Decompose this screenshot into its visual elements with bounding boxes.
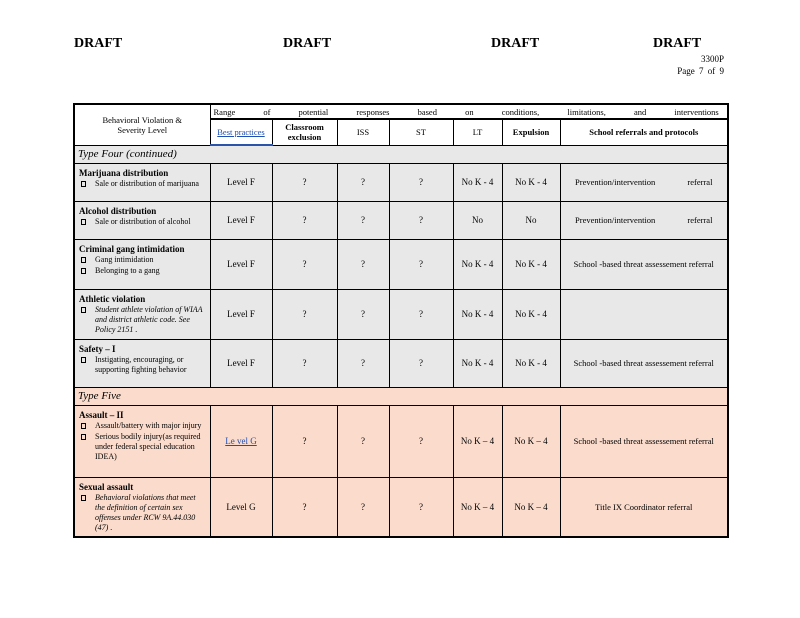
violation-cell — [74, 339, 210, 387]
lt-value: No K – 4 — [453, 477, 502, 537]
header-best-practices[interactable] — [210, 119, 272, 145]
lt-value: No K - 4 — [453, 163, 502, 201]
header-violation-text: Behavioral Violation & — [102, 114, 183, 125]
lt-value: No K - 4 — [453, 339, 502, 387]
expulsion-value: No K - 4 — [502, 163, 560, 201]
severity-level: Level F — [210, 339, 272, 387]
referral-value: School -based threat assessement referral — [560, 405, 728, 477]
page-indicator: Page 7 of 9 — [677, 66, 724, 76]
violation-cell — [74, 163, 210, 201]
violation-title: Marijuana distribution — [79, 167, 169, 178]
referral-value: Title IX Coordinator referral — [560, 477, 728, 537]
violation-title: Sexual assault — [79, 481, 134, 492]
classroom-exclusion-value: ? — [272, 405, 337, 477]
violation-title: Criminal gang intimidation — [79, 243, 185, 254]
lt-value: No — [453, 201, 502, 239]
document-number: 3300P — [700, 54, 724, 64]
severity-level: Level F — [210, 201, 272, 239]
lt-value: No K - 4 — [453, 289, 502, 339]
iss-value: ? — [337, 405, 389, 477]
violation-bullet: Sale or distribution of marijuana — [79, 179, 206, 189]
section-type-four: Type Four (continued) — [74, 145, 728, 163]
header-behavioral-violation — [74, 104, 210, 145]
iss-value: ? — [337, 201, 389, 239]
draft-watermark-3: DRAFT — [491, 36, 540, 51]
expulsion-value: No K – 4 — [502, 477, 560, 537]
violation-cell — [74, 405, 210, 477]
st-value: ? — [389, 477, 453, 537]
severity-level: Level F — [210, 289, 272, 339]
violation-bullet: Belonging to a gang — [79, 266, 206, 276]
iss-value: ? — [337, 477, 389, 537]
st-value: ? — [389, 405, 453, 477]
lt-value: No K – 4 — [453, 405, 502, 477]
draft-watermark-1: DRAFT — [74, 36, 123, 51]
header-iss: ISS — [337, 119, 389, 145]
severity-level: Level G — [210, 477, 272, 537]
classroom-exclusion-value: ? — [272, 477, 337, 537]
st-value: ? — [389, 239, 453, 289]
expulsion-value: No K - 4 — [502, 339, 560, 387]
violation-title: Alcohol distribution — [79, 205, 157, 216]
violation-bullet: Gang intimidation — [79, 255, 206, 265]
referral-value: Prevention/intervention referral — [560, 163, 728, 201]
iss-value: ? — [337, 289, 389, 339]
violation-bullet: Serious bodily injury(as required under federal special education IDEA) — [79, 432, 206, 462]
header-school-referrals: School referrals and protocols — [560, 119, 728, 145]
st-value: ? — [389, 201, 453, 239]
violation-title: Assault – II — [79, 409, 124, 420]
expulsion-value: No K - 4 — [502, 239, 560, 289]
iss-value: ? — [337, 239, 389, 289]
severity-level: Level F — [210, 239, 272, 289]
header-expulsion: Expulsion — [502, 119, 560, 145]
st-value: ? — [389, 163, 453, 201]
header-classroom-exclusion: Classroom exclusion — [272, 119, 337, 145]
violation-bullet: Instigating, encouraging, or supporting fighting behavior — [79, 355, 206, 375]
header-st: ST — [389, 119, 453, 145]
referral-value: School -based threat assessement referral — [560, 339, 728, 387]
violation-cell — [74, 239, 210, 289]
expulsion-value: No K - 4 — [502, 289, 560, 339]
violation-cell — [74, 201, 210, 239]
discipline-matrix-table — [73, 103, 729, 538]
iss-value: ? — [337, 163, 389, 201]
referral-value — [560, 289, 728, 339]
violation-bullet: Behavioral violations that meet the definition of certain sex offenses under RCW 9A.44.030 (47) . — [79, 493, 206, 533]
header-range: Range of potential responses based on conditions, limitations, and interventions — [210, 104, 728, 119]
severity-level-link[interactable] — [210, 405, 272, 477]
section-type-five: Type Five — [74, 387, 728, 405]
classroom-exclusion-value: ? — [272, 201, 337, 239]
iss-value: ? — [337, 339, 389, 387]
violation-cell — [74, 477, 210, 537]
header-lt: LT — [453, 119, 502, 145]
classroom-exclusion-value: ? — [272, 339, 337, 387]
st-value: ? — [389, 289, 453, 339]
classroom-exclusion-value: ? — [272, 289, 337, 339]
st-value: ? — [389, 339, 453, 387]
draft-watermark-4: DRAFT — [653, 36, 702, 51]
classroom-exclusion-value: ? — [272, 239, 337, 289]
violation-cell — [74, 289, 210, 339]
header-severity-text: Severity Level — [117, 124, 168, 135]
violation-bullet: Sale or distribution of alcohol — [79, 217, 206, 227]
draft-watermark-2: DRAFT — [283, 36, 332, 51]
expulsion-value: No K – 4 — [502, 405, 560, 477]
lt-value: No K - 4 — [453, 239, 502, 289]
classroom-exclusion-value: ? — [272, 163, 337, 201]
violation-title: Athletic violation — [79, 293, 146, 304]
referral-value: Prevention/intervention referral — [560, 201, 728, 239]
best-practices-link[interactable]: Best practices — [217, 127, 265, 137]
violation-bullet: Assault/battery with major injury — [79, 421, 206, 431]
severity-level[interactable]: Le vel G — [225, 436, 257, 446]
expulsion-value: No — [502, 201, 560, 239]
referral-value: School -based threat assessement referral — [560, 239, 728, 289]
violation-title: Safety – I — [79, 343, 116, 354]
severity-level: Level F — [210, 163, 272, 201]
violation-bullet: Student athlete violation of WIAA and district athletic code. See Policy 2151 . — [79, 305, 206, 335]
